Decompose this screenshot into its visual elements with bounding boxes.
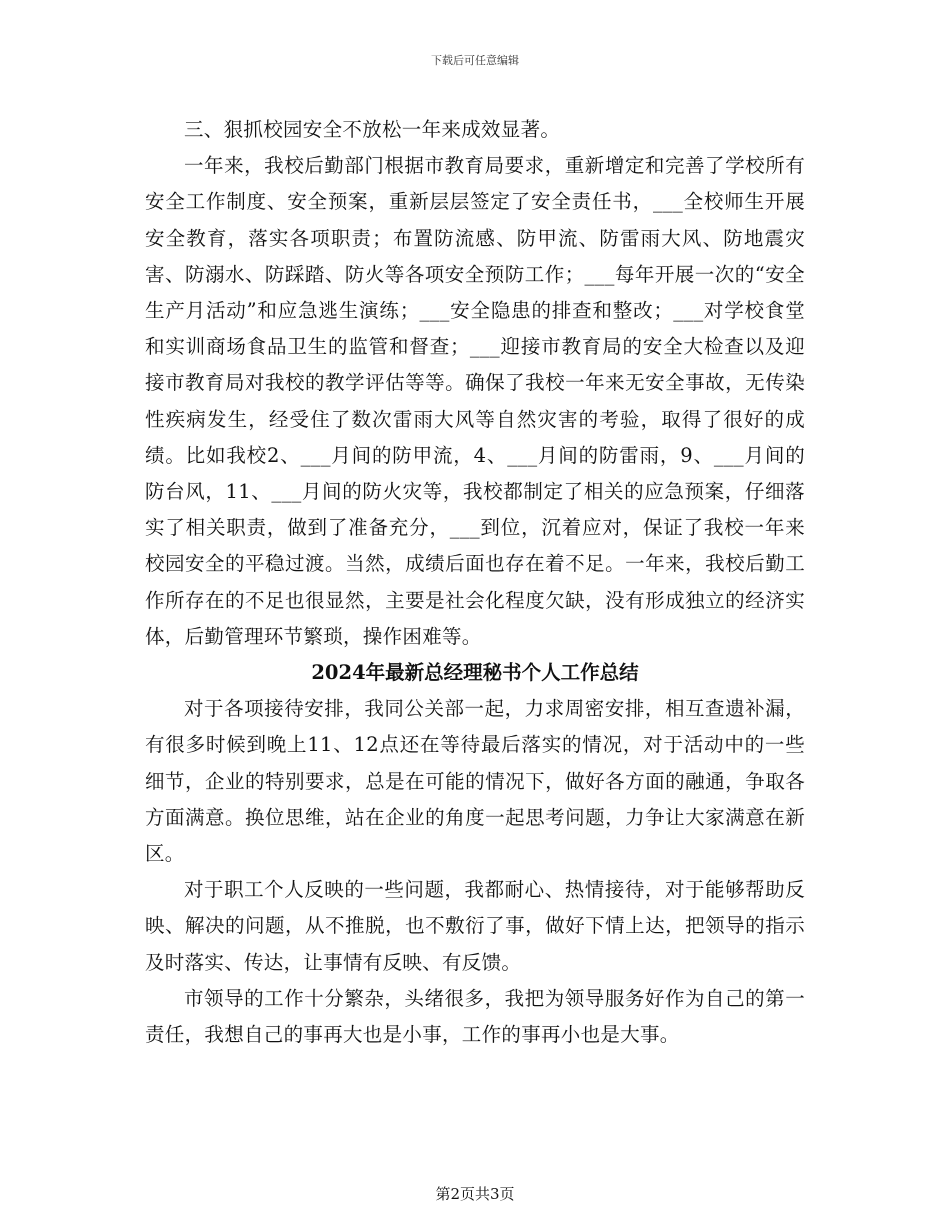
section-heading: 三、狠抓校园安全不放松一年来成效显著。 <box>184 118 561 141</box>
page-footer: 第2页共3页 <box>435 1185 515 1203</box>
document-title: 2024年最新总经理秘书个人工作总结 <box>311 661 639 685</box>
paragraph: 一年来，我校后勤部门根据市教育局要求，重新增定和完善了学校所有安全工作制度、安全预案，重新层层签定了安全责任书，___全校师生开展安全教育，落实各项职责；布置防流感、防甲流、防雷雨大风、防地震灾害、防溺水、防踩踏、防火等各项安全预防工作；___每年开展一次的“安全生产月活动”和应急逃生演练；___安全隐患的排查和整改；___对学校食堂和实训商场食品卫生的监管和督查；___迎接市教育局的安全大检查以及迎接市教育局对我校的教学评估等等。确保了我校一年来无安全事故，无传染性疾病发生，经受住了数次雷雨大风等自然灾害的考验，取得了很好的成绩。比如我校2、___月间的防甲流，4、___月间的防雷雨，9、___月间的防台风，11、___月间的防火灾等，我校都制定了相关的应急预案，仔细落实了相关职责，做到了准备充分，___到位，沉着应对，保证了我校一年来校园安全的平稳过渡。当然，成绩后面也存在着不足。一年来，我校后勤工作所存在的不足也很显然，主要是社会化程度欠缺，没有形成独立的经济实体，后勤管理环节繁琐，操作困难等。 <box>145 154 805 648</box>
paragraph: 市领导的工作十分繁杂，头绪很多，我把为领导服务好作为自己的第一责任，我想自己的事再大也是小事，工作的事再小也是大事。 <box>145 986 805 1047</box>
document-body <box>145 112 805 1053</box>
paragraph: 对于职工个人反映的一些问题，我都耐心、热情接待，对于能够帮助反映、解决的问题，从不推脱，也不敷衍了事，做好下情上达，把领导的指示及时落实、传达，让事情有反映、有反馈。 <box>145 878 805 974</box>
paragraph: 对于各项接待安排，我同公关部一起，力求周密安排，相互查遗补漏，有很多时候到晚上11、12点还在等待最后落实的情况，对于活动中的一些细节，企业的特别要求，总是在可能的情况下，做好各方面的融通，争取各方面满意。换位思维，站在企业的角度一起思考问题，力争让大家满意在新区。 <box>145 697 805 866</box>
page-header: 下载后可任意编辑 <box>431 54 519 67</box>
